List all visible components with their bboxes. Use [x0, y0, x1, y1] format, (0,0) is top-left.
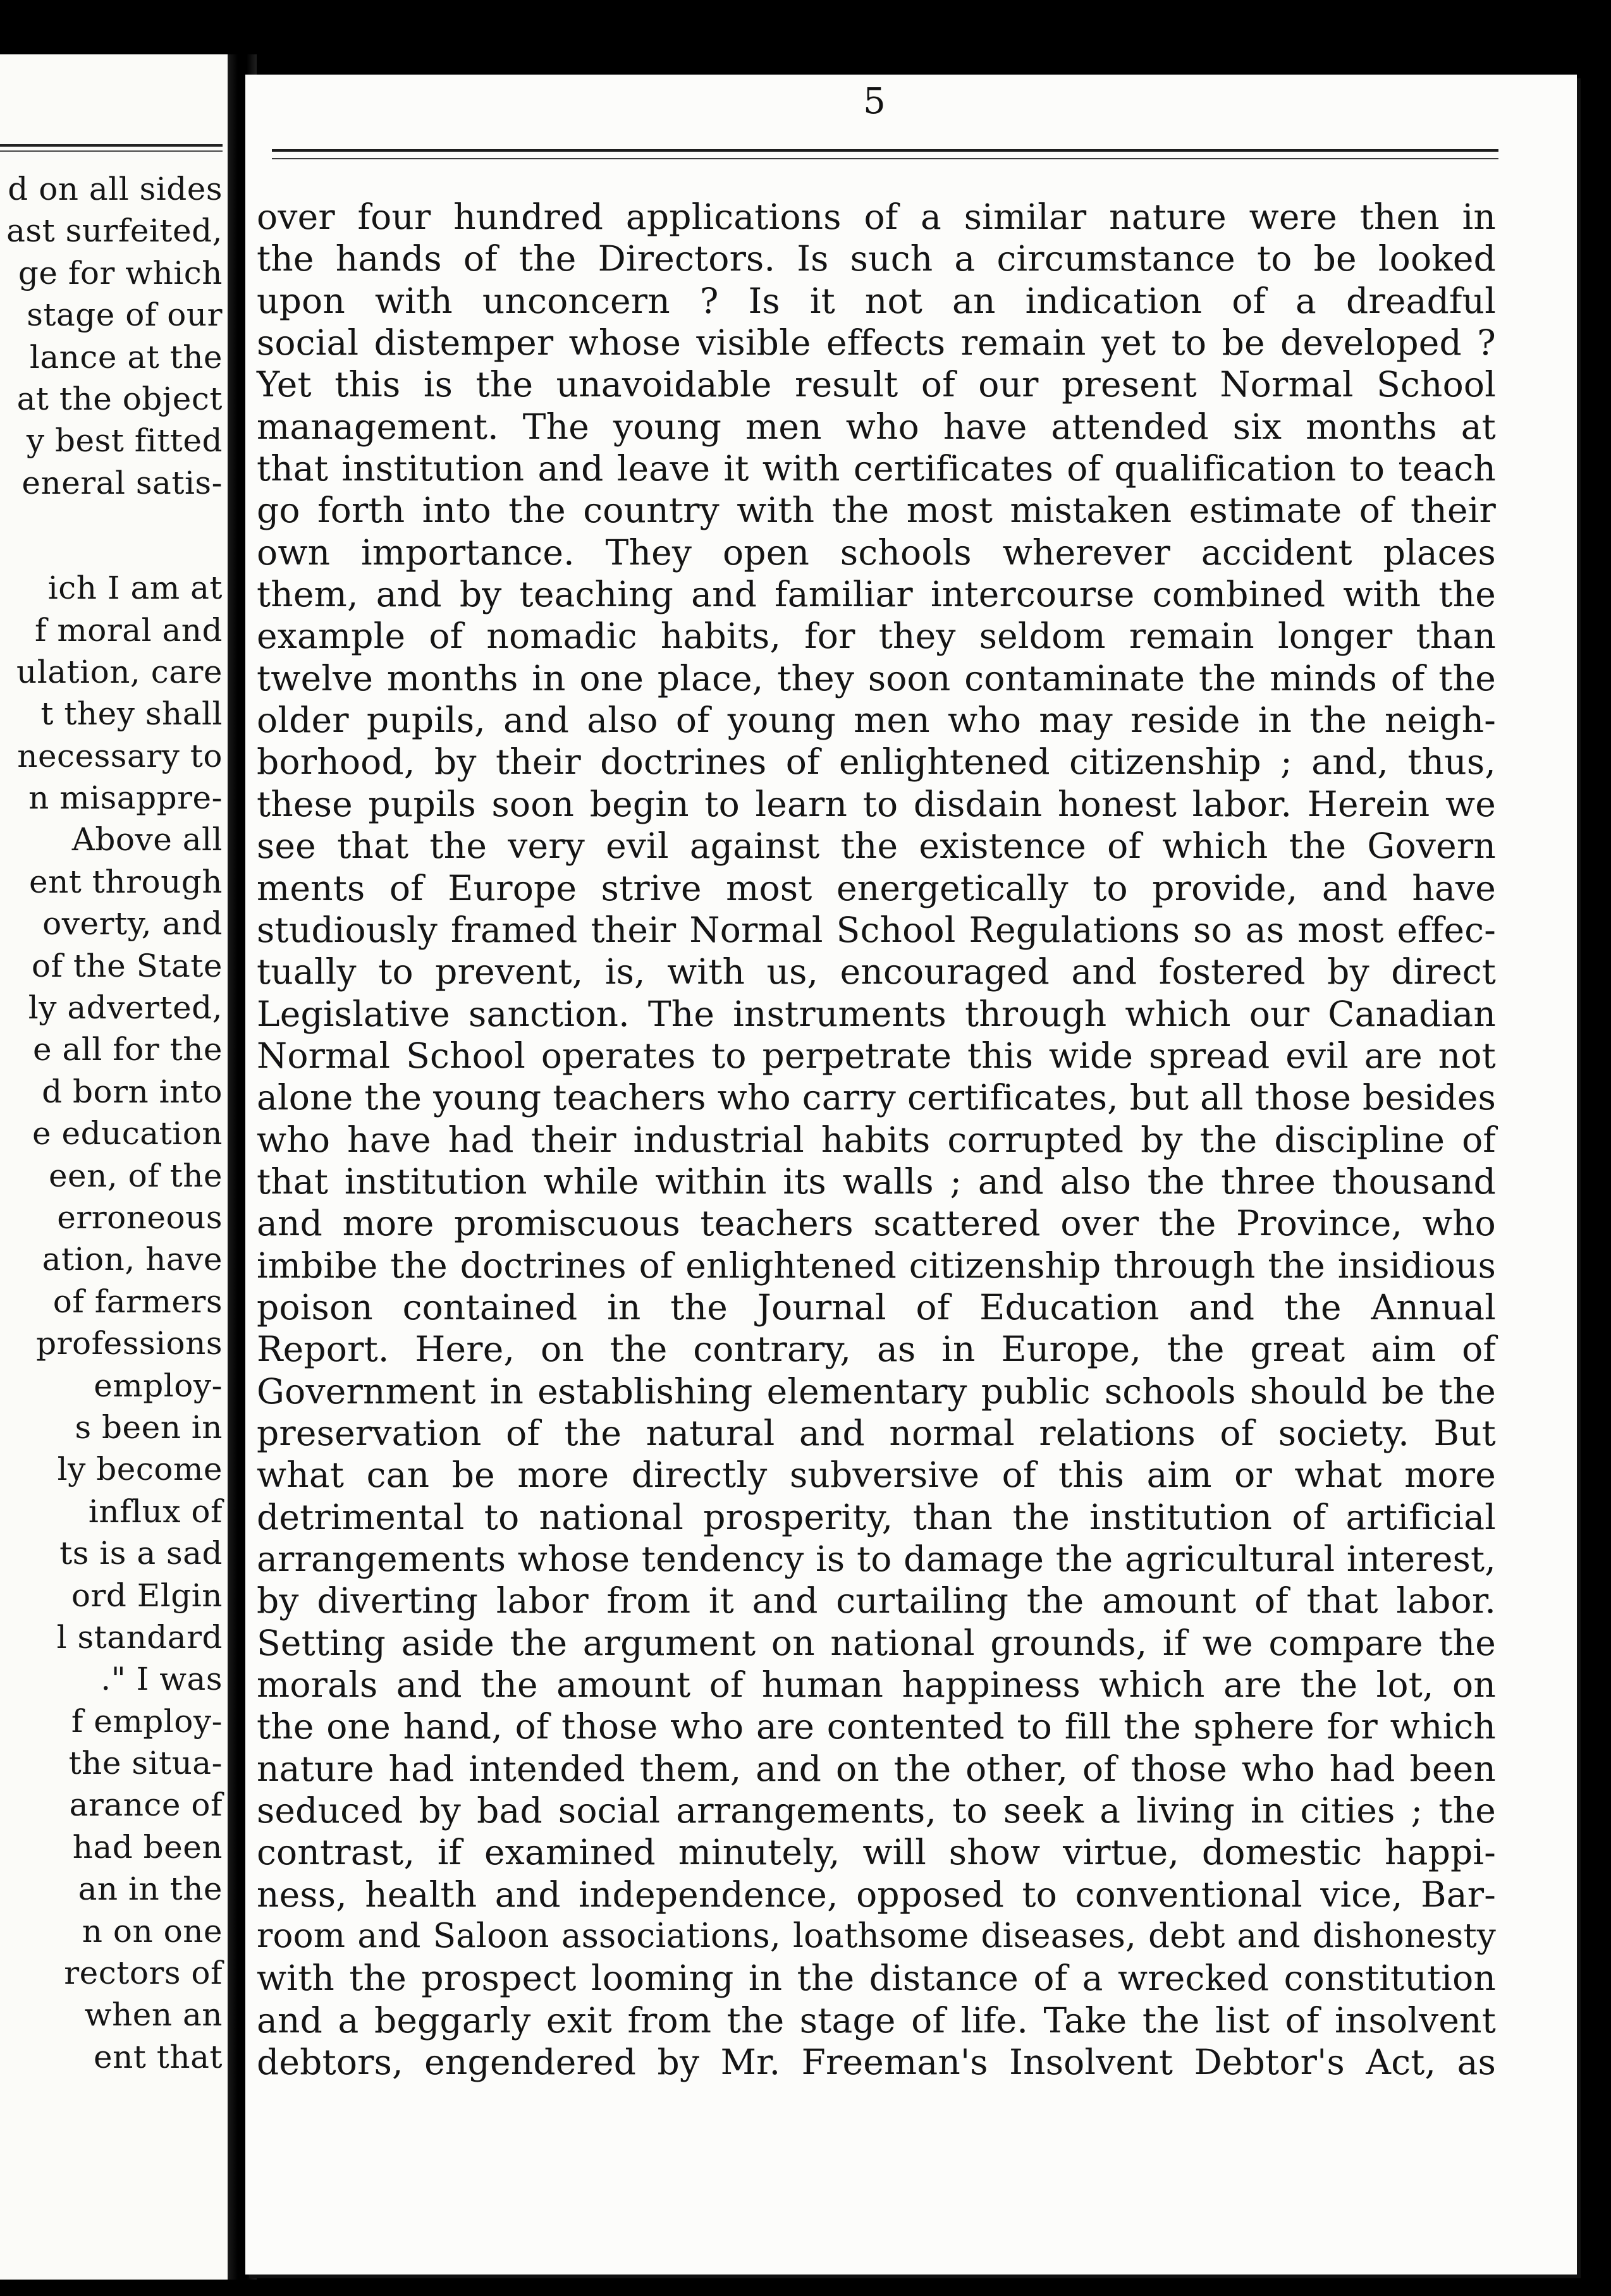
text-line: Legislative sanction. The instruments through which our Canadian	[257, 993, 1496, 1034]
left-page-text	[0, 168, 223, 2078]
header-rule	[272, 149, 1498, 152]
text-line: Normal School operates to perpetrate this wide spread evil are not	[257, 1035, 1496, 1076]
left-text-line: n on one	[82, 1912, 223, 1950]
text-line: seduced by bad social arrangements, to seek a living in cities ; the	[257, 1790, 1496, 1831]
text-line: imbibe the doctrines of enlightened citizenship through the insidious	[257, 1245, 1496, 1286]
text-line: who have had their industrial habits corrupted by the discipline of	[257, 1119, 1496, 1160]
body-text	[257, 196, 1496, 2083]
page-number: 5	[863, 81, 886, 122]
left-text-line: ts is a sad	[59, 1535, 223, 1572]
left-text-line: ." I was	[101, 1661, 223, 1698]
left-text-line: e education	[32, 1115, 223, 1152]
text-line: tually to prevent, is, with us, encouraged and fostered by direct	[257, 951, 1496, 992]
text-line: Government in establishing elementary public schools should be the	[257, 1371, 1496, 1412]
text-line: Setting aside the argument on national grounds, if we compare the	[257, 1622, 1496, 1663]
left-text-line: professions	[36, 1325, 223, 1362]
left-text-line: t they shall	[40, 695, 223, 733]
text-line: debtors, engendered by Mr. Freeman's Insolvent Debtor's Act, as	[257, 2042, 1496, 2083]
left-text-line: ich I am at	[47, 570, 223, 607]
left-text-line: erroneous	[57, 1199, 223, 1236]
text-line: see that the very evil against the existence of which the Govern	[257, 826, 1496, 867]
left-text-line: l standard	[56, 1618, 223, 1656]
text-line: and a beggarly exit from the stage of life. Take the list of insolvent	[257, 2000, 1496, 2041]
left-text-line: had been	[72, 1828, 223, 1866]
text-line: example of nomadic habits, for they seldom remain longer than	[257, 616, 1496, 657]
text-line: them, and by teaching and familiar intercourse combined with the	[257, 574, 1496, 615]
text-line: room and Saloon associations, loathsome diseases, debt and dishonesty	[257, 1917, 1496, 1956]
left-text-line: influx of	[88, 1493, 223, 1530]
text-line: and more promiscuous teachers scattered over the Province, who	[257, 1203, 1496, 1244]
left-text-line: of the State	[31, 947, 223, 984]
text-line: these pupils soon begin to learn to disdain honest labor. Herein we	[257, 783, 1496, 824]
left-text-line: ation, have	[42, 1241, 223, 1278]
left-text-line: an in the	[78, 1871, 223, 1908]
left-text-line: arance of	[69, 1786, 223, 1824]
left-text-line: necessary to	[17, 737, 223, 774]
left-page	[0, 54, 228, 2280]
text-line: the hands of the Directors. Is such a circumstance to be looked	[257, 238, 1496, 279]
text-line: upon with unconcern ? Is it not an indication of a dreadful	[257, 280, 1496, 321]
left-header-rule	[0, 144, 223, 147]
header-rule-thin	[272, 158, 1498, 159]
left-text-line: Above all	[71, 821, 223, 858]
left-text-line: at the object	[16, 380, 223, 417]
left-text-line: s been in	[75, 1408, 223, 1446]
left-text-line: overty, and	[42, 905, 223, 943]
left-text-line: rectors of	[64, 1955, 223, 1992]
text-line: own importance. They open schools wherever accident places	[257, 532, 1496, 573]
text-line: go forth into the country with the most mistaken estimate of their	[257, 490, 1496, 531]
left-text-line: y best fitted	[26, 422, 223, 460]
left-text-line: f employ-	[71, 1702, 223, 1740]
text-line: arrangements whose tendency is to damage the agricultural interest,	[257, 1539, 1496, 1579]
left-text-line: ly adverted,	[28, 989, 223, 1027]
text-line: preservation of the natural and normal relations of society. But	[257, 1412, 1496, 1453]
left-text-line: eneral satis-	[21, 464, 223, 501]
text-line: by diverting labor from it and curtailing the amount of that labor.	[257, 1580, 1496, 1621]
left-text-line: d born into	[42, 1073, 223, 1110]
left-text-line: n misappre-	[28, 779, 223, 817]
text-line: morals and the amount of human happiness which are the lot, on	[257, 1664, 1496, 1706]
left-text-line: ly become	[57, 1451, 223, 1488]
left-text-line: when an	[84, 1996, 223, 2034]
text-line: studiously framed their Normal School Regulations so as most effec-	[257, 909, 1496, 950]
text-line: older pupils, and also of young men who may reside in the neigh-	[257, 700, 1496, 741]
text-line: Yet this is the unavoidable result of our present Normal School	[257, 364, 1496, 405]
text-line: with the prospect looming in the distance of a wrecked constitution	[257, 1958, 1496, 1999]
text-line: Report. Here, on the contrary, as in Europe, the great aim of	[257, 1329, 1496, 1370]
text-line: that institution while within its walls ; and also the three thousand	[257, 1161, 1496, 1202]
text-line: contrast, if examined minutely, will show virtue, domestic happi-	[257, 1832, 1496, 1873]
text-line: the one hand, of those who are contented to fill the sphere for which	[257, 1706, 1496, 1747]
left-text-line: e all for the	[33, 1031, 223, 1068]
left-text-line: ge for which	[18, 254, 223, 291]
left-text-line: lance at the	[29, 338, 223, 376]
left-text-line: stage of our	[27, 296, 223, 334]
paragraph-gap	[0, 504, 223, 567]
text-line: poison contained in the Journal of Education and the Annual	[257, 1286, 1496, 1328]
left-text-line: een, of the	[48, 1157, 223, 1194]
text-line: borhood, by their doctrines of enlightened citizenship ; and, thus,	[257, 742, 1496, 783]
left-text-line: the situa-	[68, 1745, 223, 1782]
left-text-line: ast surfeited,	[6, 212, 223, 250]
left-text-line: employ-	[94, 1367, 223, 1404]
text-line: social distemper whose visible effects remain yet to be developed ?	[257, 322, 1496, 363]
text-line: management. The young men who have attended six months at	[257, 406, 1496, 447]
text-line: what can be more directly subversive of this aim or what more	[257, 1455, 1496, 1496]
left-text-line: f moral and	[34, 611, 223, 649]
text-line: detrimental to national prosperity, than the institution of artificial	[257, 1496, 1496, 1537]
left-text-line: ulation, care	[16, 653, 223, 690]
text-line: over four hundred applications of a similar nature were then in	[257, 197, 1496, 237]
text-line: ments of Europe strive most energetically to provide, and have	[257, 867, 1496, 908]
left-text-line: ent through	[29, 863, 223, 900]
text-line: twelve months in one place, they soon contaminate the minds of the	[257, 657, 1496, 699]
left-text-line: ord Elgin	[71, 1577, 223, 1614]
text-line: that institution and leave it with certificates of qualification to teach	[257, 448, 1496, 489]
text-line: ness, health and independence, opposed to conventional vice, Bar-	[257, 1874, 1496, 1915]
left-text-line: ent that	[94, 2038, 223, 2075]
text-line: nature had intended them, and on the other, of those who had been	[257, 1748, 1496, 1789]
left-header-rule-thin	[0, 150, 223, 152]
right-page	[245, 75, 1577, 2275]
left-text-line: d on all sides	[8, 171, 223, 207]
left-text-line: of farmers	[52, 1283, 223, 1320]
text-line: alone the young teachers who carry certificates, but all those besides	[257, 1077, 1496, 1118]
